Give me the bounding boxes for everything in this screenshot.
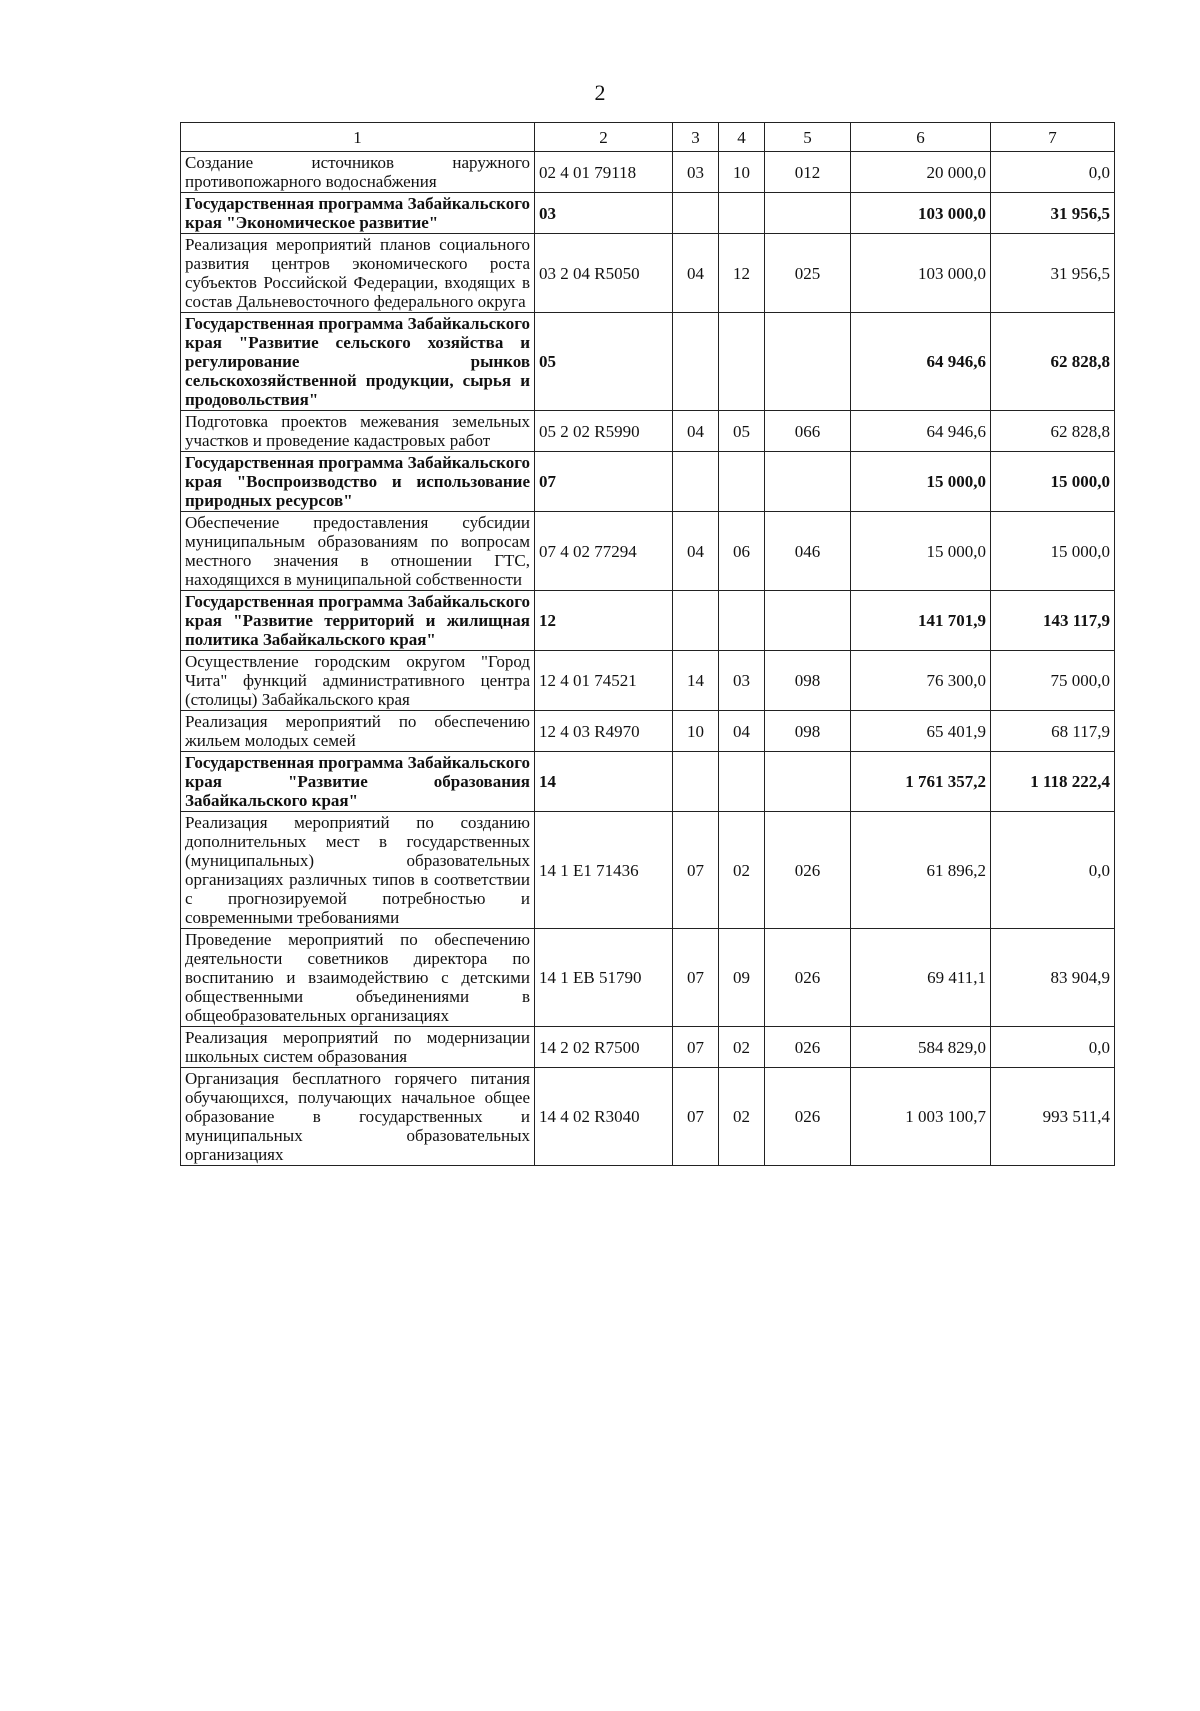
row-name-cell: Реализация мероприятий планов социального развития центров экономического роста субъектов Российской Федерации, входящих в состав Дальневосточного федерального округа [181,234,535,313]
row-code-cell: 14 1 EB 51790 [535,929,673,1027]
row-code-cell: 12 4 01 74521 [535,651,673,711]
row-amount-col6-cell: 61 896,2 [851,812,991,929]
row-section-cell [673,591,719,651]
column-header: 7 [991,123,1115,152]
row-subsection-cell: 02 [719,1027,765,1068]
table-row [181,812,1115,929]
row-amount-col7-cell: 143 117,9 [991,591,1115,651]
row-amount-col7-cell: 1 118 222,4 [991,752,1115,812]
column-header: 2 [535,123,673,152]
row-amount-col7-cell: 75 000,0 [991,651,1115,711]
row-section-cell: 07 [673,1027,719,1068]
row-name-cell: Государственная программа Забайкальского края "Экономическое развитие" [181,193,535,234]
table-row [181,929,1115,1027]
program-row [181,193,1115,234]
row-section-cell [673,452,719,512]
row-code-cell: 07 4 02 77294 [535,512,673,591]
row-name-cell: Реализация мероприятий по созданию дополнительных мест в государственных (муниципальных) образовательных организациях различных типов в соответствии с прогнозируемой потребностью и современными требованиями [181,812,535,929]
row-name-cell: Государственная программа Забайкальского края "Развитие сельского хозяйства и регулирование рынков сельскохозяйственной продукции, сырья и продовольствия" [181,313,535,411]
program-row [181,313,1115,411]
row-subsection-cell: 09 [719,929,765,1027]
program-row [181,591,1115,651]
row-amount-col6-cell: 65 401,9 [851,711,991,752]
row-expense-type-cell [765,313,851,411]
row-code-cell: 05 2 02 R5990 [535,411,673,452]
row-amount-col7-cell: 83 904,9 [991,929,1115,1027]
row-name-cell: Организация бесплатного горячего питания обучающихся, получающих начальное общее образование в государственных и муниципальных образовательных организациях [181,1068,535,1166]
row-subsection-cell [719,752,765,812]
row-name-cell: Государственная программа Забайкальского края "Развитие образования Забайкальского края" [181,752,535,812]
row-amount-col7-cell: 62 828,8 [991,411,1115,452]
row-subsection-cell [719,193,765,234]
row-section-cell: 07 [673,812,719,929]
program-row [181,452,1115,512]
row-name-cell: Государственная программа Забайкальского края "Развитие территорий и жилищная политика Забайкальского края" [181,591,535,651]
row-amount-col6-cell: 64 946,6 [851,411,991,452]
row-amount-col7-cell: 0,0 [991,812,1115,929]
table-row [181,152,1115,193]
row-expense-type-cell: 026 [765,929,851,1027]
row-code-cell: 12 [535,591,673,651]
row-section-cell [673,313,719,411]
row-name-cell: Обеспечение предоставления субсидии муниципальным образованиям по вопросам местного значения в отношении ГТС, находящихся в муниципальной собственности [181,512,535,591]
row-expense-type-cell: 098 [765,651,851,711]
table-row [181,411,1115,452]
table-header-row [181,123,1115,152]
row-amount-col6-cell: 1 761 357,2 [851,752,991,812]
row-name-cell: Осуществление городским округом "Город Чита" функций административного центра (столицы) Забайкальского края [181,651,535,711]
row-code-cell: 14 2 02 R7500 [535,1027,673,1068]
column-header: 3 [673,123,719,152]
row-expense-type-cell [765,591,851,651]
row-amount-col7-cell: 0,0 [991,152,1115,193]
row-subsection-cell: 10 [719,152,765,193]
table-row [181,234,1115,313]
row-code-cell: 05 [535,313,673,411]
table-row [181,1068,1115,1166]
row-expense-type-cell: 012 [765,152,851,193]
row-amount-col6-cell: 64 946,6 [851,313,991,411]
column-header: 6 [851,123,991,152]
row-expense-type-cell: 066 [765,411,851,452]
row-section-cell: 04 [673,512,719,591]
row-amount-col7-cell: 0,0 [991,1027,1115,1068]
row-expense-type-cell: 025 [765,234,851,313]
row-subsection-cell: 02 [719,812,765,929]
table-row [181,512,1115,591]
row-section-cell [673,752,719,812]
row-expense-type-cell: 098 [765,711,851,752]
row-subsection-cell: 02 [719,1068,765,1166]
row-subsection-cell: 04 [719,711,765,752]
row-code-cell: 07 [535,452,673,512]
row-amount-col7-cell: 68 117,9 [991,711,1115,752]
column-header: 5 [765,123,851,152]
row-amount-col6-cell: 103 000,0 [851,234,991,313]
row-subsection-cell: 12 [719,234,765,313]
row-amount-col7-cell: 993 511,4 [991,1068,1115,1166]
row-amount-col7-cell: 15 000,0 [991,452,1115,512]
row-code-cell: 14 [535,752,673,812]
row-subsection-cell [719,591,765,651]
row-code-cell: 02 4 01 79118 [535,152,673,193]
row-amount-col6-cell: 103 000,0 [851,193,991,234]
row-amount-col6-cell: 1 003 100,7 [851,1068,991,1166]
row-amount-col7-cell: 31 956,5 [991,193,1115,234]
program-row [181,752,1115,812]
row-amount-col7-cell: 15 000,0 [991,512,1115,591]
column-header: 4 [719,123,765,152]
column-header: 1 [181,123,535,152]
row-amount-col6-cell: 20 000,0 [851,152,991,193]
row-expense-type-cell [765,193,851,234]
row-amount-col6-cell: 15 000,0 [851,452,991,512]
row-subsection-cell [719,313,765,411]
row-name-cell: Реализация мероприятий по модернизации школьных систем образования [181,1027,535,1068]
row-expense-type-cell [765,452,851,512]
row-amount-col6-cell: 69 411,1 [851,929,991,1027]
table-row [181,711,1115,752]
row-expense-type-cell: 046 [765,512,851,591]
row-section-cell: 14 [673,651,719,711]
row-expense-type-cell: 026 [765,812,851,929]
row-subsection-cell: 05 [719,411,765,452]
row-amount-col7-cell: 31 956,5 [991,234,1115,313]
row-amount-col6-cell: 141 701,9 [851,591,991,651]
row-code-cell: 03 [535,193,673,234]
row-code-cell: 12 4 03 R4970 [535,711,673,752]
row-code-cell: 14 1 E1 71436 [535,812,673,929]
table-row [181,1027,1115,1068]
row-subsection-cell [719,452,765,512]
row-subsection-cell: 03 [719,651,765,711]
row-amount-col6-cell: 584 829,0 [851,1027,991,1068]
row-expense-type-cell [765,752,851,812]
row-name-cell: Государственная программа Забайкальского края "Воспроизводство и использование природных ресурсов" [181,452,535,512]
row-name-cell: Проведение мероприятий по обеспечению деятельности советников директора по воспитанию и взаимодействию с детскими общественными объединениями в общеобразовательных организациях [181,929,535,1027]
row-section-cell: 04 [673,234,719,313]
row-section-cell: 07 [673,929,719,1027]
row-subsection-cell: 06 [719,512,765,591]
row-expense-type-cell: 026 [765,1027,851,1068]
row-code-cell: 14 4 02 R3040 [535,1068,673,1166]
row-name-cell: Создание источников наружного противопожарного водоснабжения [181,152,535,193]
row-amount-col6-cell: 15 000,0 [851,512,991,591]
row-code-cell: 03 2 04 R5050 [535,234,673,313]
budget-table [180,122,1115,1166]
table-row [181,651,1115,711]
row-amount-col6-cell: 76 300,0 [851,651,991,711]
row-section-cell [673,193,719,234]
row-name-cell: Реализация мероприятий по обеспечению жильем молодых семей [181,711,535,752]
row-expense-type-cell: 026 [765,1068,851,1166]
row-section-cell: 10 [673,711,719,752]
row-section-cell: 03 [673,152,719,193]
table-body [181,152,1115,1166]
row-section-cell: 04 [673,411,719,452]
row-name-cell: Подготовка проектов межевания земельных участков и проведение кадастровых работ [181,411,535,452]
row-section-cell: 07 [673,1068,719,1166]
page-number: 2 [594,80,606,105]
row-amount-col7-cell: 62 828,8 [991,313,1115,411]
